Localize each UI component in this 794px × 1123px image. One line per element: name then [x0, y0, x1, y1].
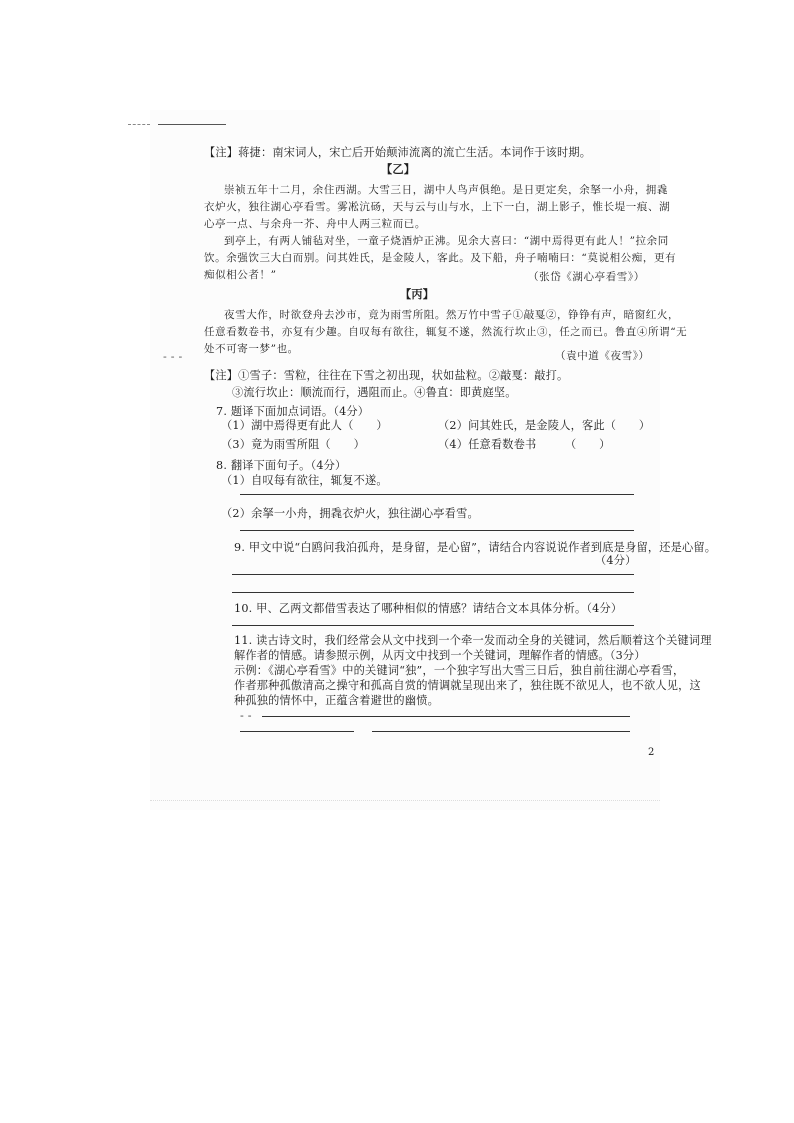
bing-source: （袁中道《夜雪》）	[555, 350, 650, 362]
bing-line-1: 夜雪大作，时欲登舟去沙市，竟为雨雪所阻。然万竹中雪子①敲戛②，铮铮有声，暗窗红火，	[224, 309, 680, 321]
answer-line	[232, 574, 634, 575]
yi-paragraph-1-line-1: 崇祯五年十二月，余住西湖。大雪三日，湖中人鸟声俱绝。是日更定矣，余拏一小舟，拥毳	[224, 184, 668, 196]
yi-source: （张岱《湖心亭看雪》）	[528, 271, 645, 283]
yi-paragraph-1-line-3: 心亭一点、与余舟一芥、舟中人两三粒而已。	[204, 218, 426, 230]
question-10: 10. 甲、乙两文都借雪表达了哪种相似的情感？请结合文本具体分析。（4分）	[234, 602, 623, 615]
question-7-item-4: （4）任意看数卷书 （ ）	[438, 438, 611, 451]
note-liuxing: ③流行坎止：顺流而行，遇阻而止。④鲁直：即黄庭坚。	[232, 386, 517, 399]
scan-edge	[150, 800, 660, 801]
section-yi-heading: 【乙】	[381, 162, 416, 176]
answer-line	[240, 731, 354, 732]
question-8-sentence-2: （2）余拏一小舟，拥毳衣炉火，独往湖心亭看雪。	[221, 507, 479, 520]
question-11-line-1: 11. 读古诗文时，我们经常会从文中找到一个牵一发而动全身的关键词，然后顺着这个关键词理	[234, 634, 712, 647]
margin-dash-mark: - - -	[163, 350, 183, 363]
section-bing-heading: 【丙】	[400, 287, 435, 301]
bing-line-3: 处不可寄一梦”也。	[204, 343, 299, 355]
dash-mark: - -	[240, 709, 252, 722]
question-8-sentence-1: （1）自叹每有欲往，辄复不遂。	[221, 474, 388, 487]
yi-paragraph-2-line-1: 到亭上，有两人铺毡对坐，一童子烧酒炉正沸。见余大喜曰：“湖中焉得更有此人！”拉余同	[224, 235, 669, 247]
answer-line	[372, 731, 630, 732]
yi-paragraph-1-line-2: 衣炉火，独往湖心亭看雪。雾凇沆砀，天与云与山与水，上下一白，湖上影子，惟长堤一痕、湖	[204, 201, 671, 213]
question-11-example-line-2: 作者那种孤傲清高之操守和孤高自赏的情调就呈现出来了，独往既不欲见人，也不欲人见，这	[234, 679, 701, 692]
yi-paragraph-2-line-3: 痴似相公者！”	[204, 269, 277, 281]
top-dash-mark	[158, 124, 226, 125]
question-7-item-1: （1）湖中焉得更有此人（ ）	[221, 419, 388, 432]
answer-line	[262, 716, 630, 717]
question-11-example-line-1: 示例：《湖心亭看雪》中的关键词“独”，一个独字写出大雪三日后，独自前往湖心亭看雪，	[234, 664, 685, 677]
question-7-item-2: （2）问其姓氏，是金陵人，客此（ ）	[438, 419, 651, 432]
note-xuezi: 【注】①雪子：雪粒，往往在下雪之初出现，状如盐粒。②敲戛：敲打。	[204, 369, 569, 382]
bing-line-2: 任意看数卷书，亦复有少趣。自叹每有欲往，辄复不遂，然流行坎止③，任之而已。鲁直④所谓“无	[204, 326, 688, 338]
note-jiangjie: 【注】蒋捷：南宋词人，宋亡后开始颠沛流离的流亡生活。本词作于该时期。	[204, 146, 592, 159]
question-7-item-3: （3）竟为雨雪所阻（ ）	[221, 438, 365, 451]
yi-paragraph-2-line-2: 饮。余强饮三大白而别。问其姓氏，是金陵人，客此。及下船，舟子喃喃曰：“莫说相公痴，更有	[204, 252, 677, 264]
answer-line	[232, 592, 634, 593]
question-11-line-2: 解作者的情感。请参照示例，从丙文中找到一个关键词，理解作者的情感。（3分）	[234, 649, 646, 662]
question-9: 9. 甲文中说“白鸥问我泊孤舟，是身留，是心留”，请结合内容说说作者到底是身留，还是心留。	[234, 541, 717, 554]
question-8: 8. 翻译下面句子。（4分）	[216, 459, 347, 472]
page-number: 2	[648, 747, 655, 758]
answer-line	[240, 530, 634, 531]
question-7: 7. 题译下面加点词语。（4分）	[216, 405, 370, 418]
question-9-score: （4分）	[595, 554, 637, 567]
question-11-example-line-3: 种孤独的情怀中，正蕴含着避世的幽愤。	[234, 694, 439, 707]
answer-line	[240, 494, 634, 495]
answer-line	[232, 625, 634, 626]
